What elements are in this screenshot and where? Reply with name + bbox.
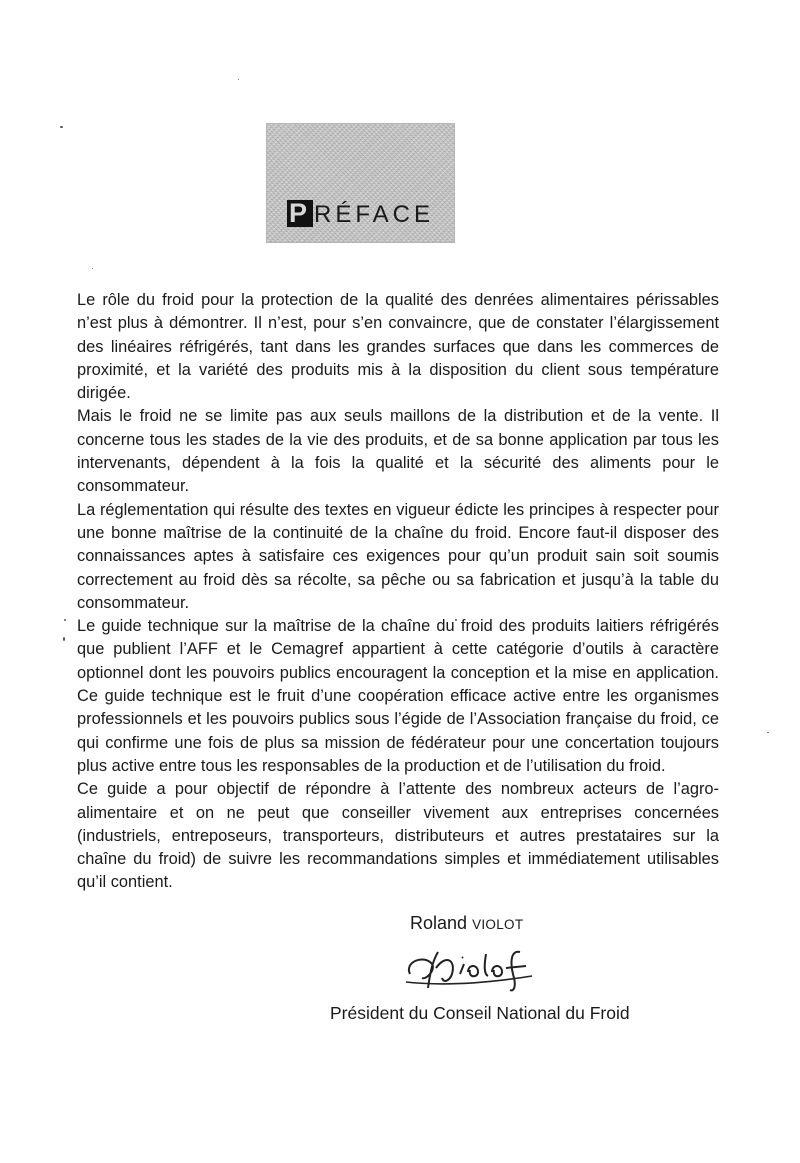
paragraph: Mais le froid ne se limite pas aux seuls maillons de la distribution et de la vente. Il concerne tous les stades de la vie des produits, et de sa bonne application par tous les intervenants, dépendent à la fois la qualité et la sécurité des aliments pour le consommateur. <box>77 407 719 496</box>
scan-speck <box>767 732 769 733</box>
paragraph: Le guide technique sur la maîtrise de la chaîne du froid des produits laitiers réfrigérés que publient l’AFF et le Cemagref appartient à cette catégorie d’outils à caractère optionnel dont les pouvoirs publics encouragent la conception et la mise en application. Ce guide technique est le fruit d’une coopération efficace active entre les organismes professionnels et les pouvoirs publics sous l’égide de l’Association française du froid, ce qui confirme une fois de plus sa mission de fédérateur pour une concertation toujours plus active entre tous les responsables de la production et de l’utilisation du froid. <box>77 617 719 775</box>
signer-first-name: Roland <box>410 913 468 933</box>
signer-last-name: VIOLOT <box>472 917 524 932</box>
paragraph: Le rôle du froid pour la protection de la qualité des denrées alimentaires périssables n’est plus à démontrer. Il n’est, pour s’en convaincre, que de constater l’élargissement des linéaires réfrigérés, tant dans les grandes surfaces que dans les commerces de proximité, et la variété des produits mis à la disposition du client sous température dirigée. <box>77 291 719 403</box>
paragraph: Ce guide a pour objectif de répondre à l’attente des nombreux acteurs de l’agro-alimentaire et on ne peut que conseiller vivement aux entreprises concernées (industriels, entreposeurs, transporteurs, distributeurs et autres prestataires sur la chaîne du froid) de suivre les recommandations simples et immédiatement utilisables qu’il contient. <box>77 780 719 892</box>
scan-speck <box>63 637 65 641</box>
page-title <box>267 200 454 229</box>
scan-speck <box>60 126 63 128</box>
signer-name <box>410 913 523 934</box>
scan-speck <box>64 619 66 621</box>
preface-body <box>77 289 719 895</box>
scan-speck <box>238 79 239 80</box>
preface-title-box <box>266 123 455 243</box>
scan-speck <box>92 268 93 269</box>
handwritten-signature <box>402 944 542 996</box>
title-initial: P <box>288 198 311 228</box>
signer-title: Président du Conseil National du Froid <box>330 1003 630 1023</box>
paragraph: La réglementation qui résulte des textes en vigueur édicte les principes à respecter pour une bonne maîtrise de la continuité de la chaîne du froid. Encore faut-il disposer des connaissances aptes à satisfaire ces exigences pour qu’un produit sain soit soumis correctement au froid dès sa récolte, sa pêche ou sa fabrication et jusqu’à la table du consommateur. <box>77 500 719 612</box>
title-rest: RÉFACE <box>313 201 435 228</box>
